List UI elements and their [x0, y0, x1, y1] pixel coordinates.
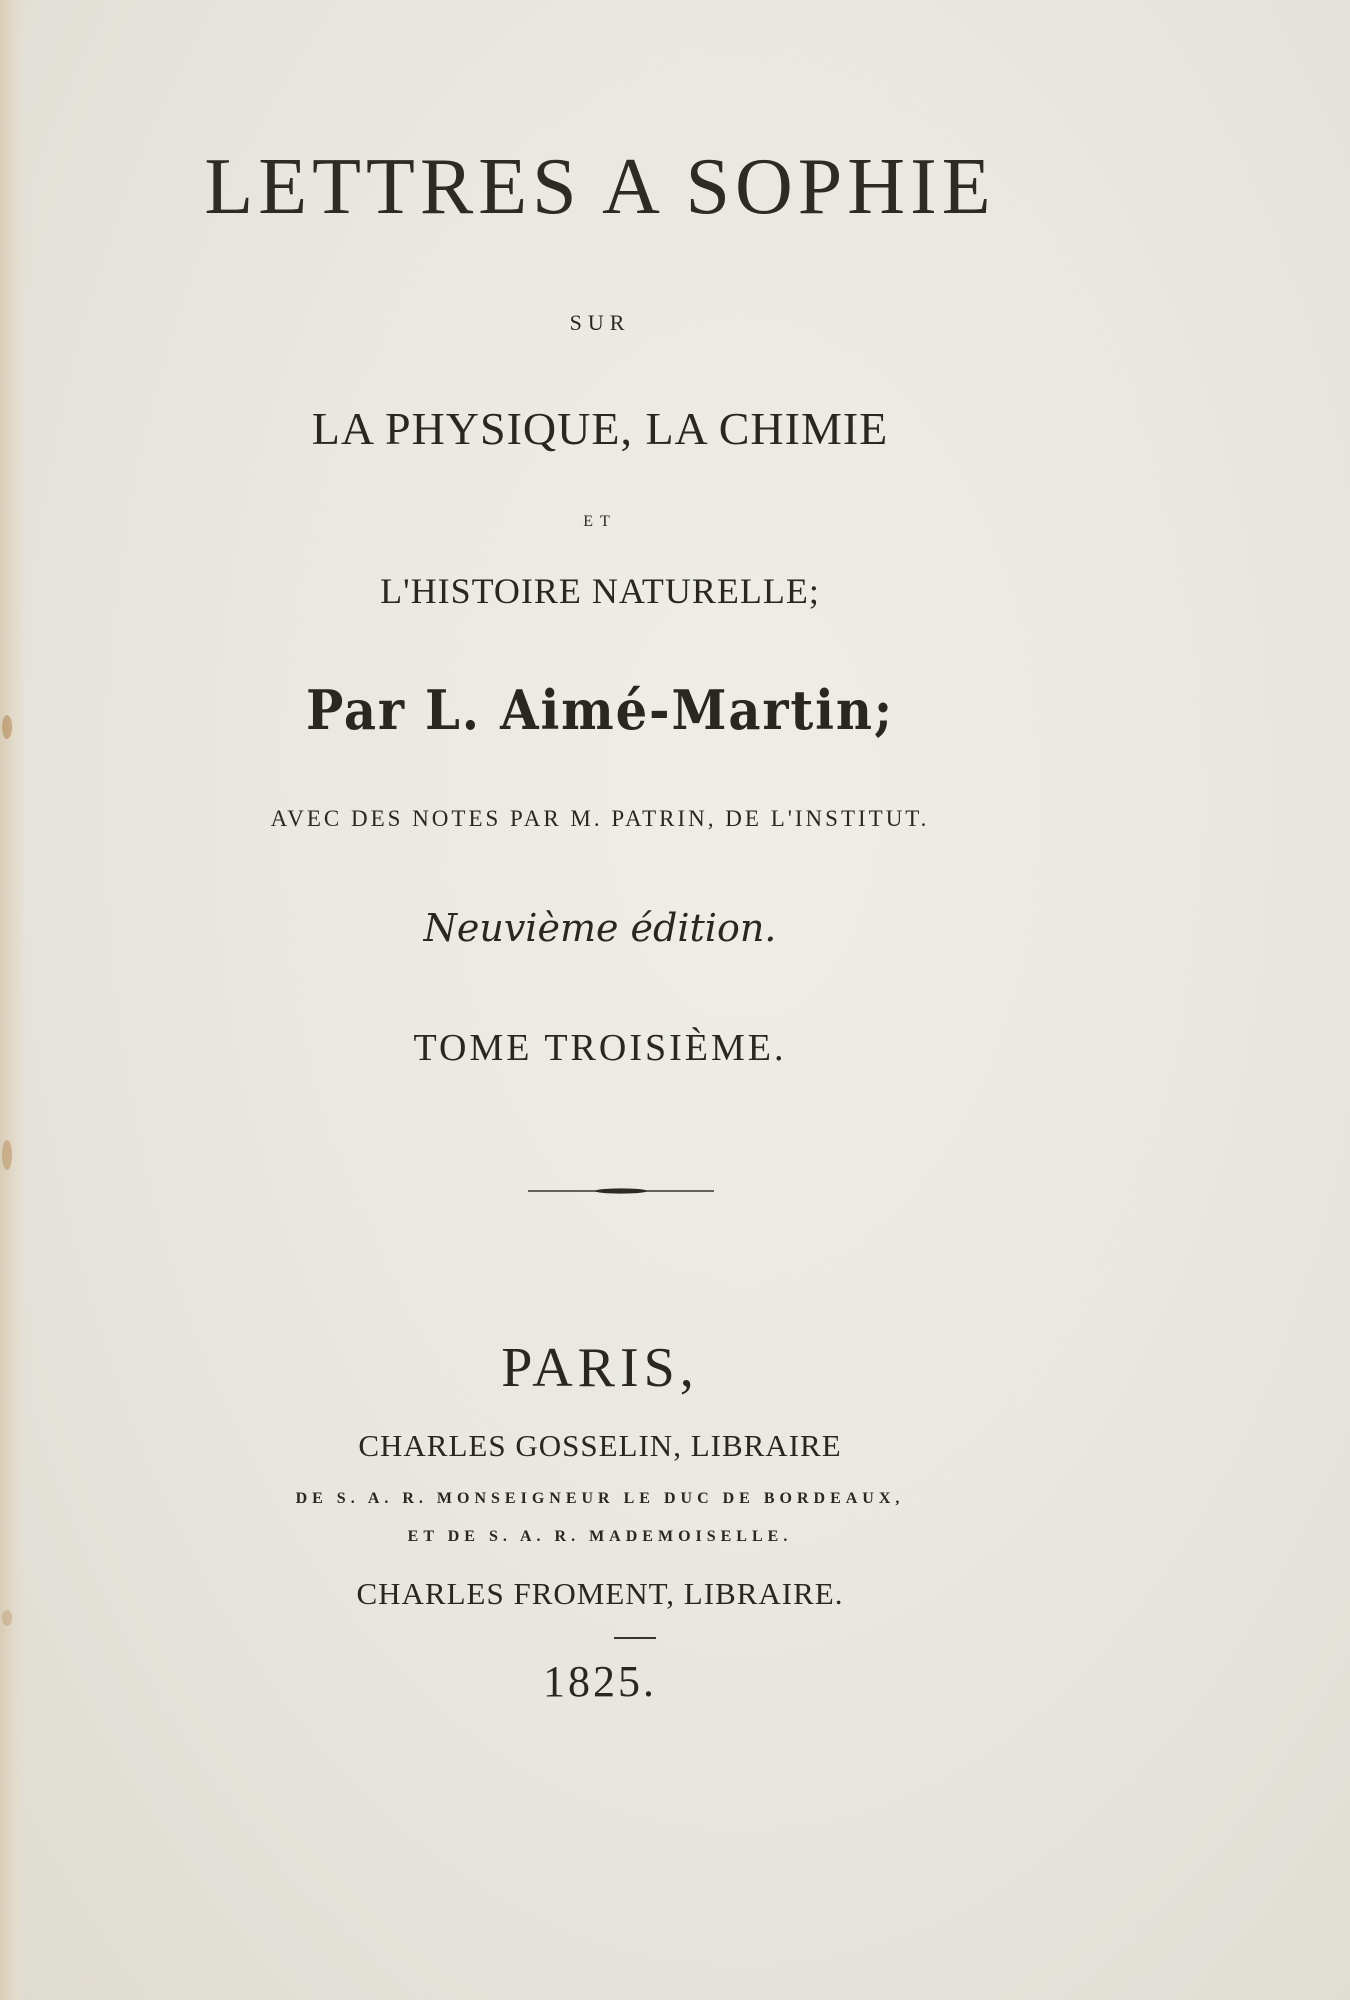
- edition-line: Neuvième édition.: [423, 906, 777, 950]
- patronage-line-1: DE S. A. R. MONSEIGNEUR LE DUC DE BORDEAUX,: [295, 1490, 905, 1507]
- author-line: Par L. Aimé-Martin;: [305, 678, 895, 742]
- notes-credit: AVEC DES NOTES PAR M. PATRIN, DE L'INSTITUT.: [270, 806, 930, 831]
- foxing-stain: [2, 715, 12, 739]
- foxing-stain: [2, 1610, 12, 1626]
- book-title: LETTRES A SOPHIE: [204, 143, 996, 231]
- publication-year: 1825.: [543, 1657, 657, 1706]
- imprint-city: PARIS,: [501, 1337, 699, 1399]
- short-divider: [614, 1637, 656, 1639]
- title-connector-sur: SUR: [569, 310, 631, 335]
- subject-line-2: L'HISTOIRE NATURELLE;: [380, 571, 820, 611]
- foxing-stain: [2, 1140, 12, 1170]
- ornamental-rule: [528, 1188, 714, 1194]
- publisher-froment: CHARLES FROMENT, LIBRAIRE.: [356, 1576, 844, 1611]
- patronage-line-2: ET DE S. A. R. MADEMOISELLE.: [407, 1528, 793, 1545]
- publisher-gosselin: CHARLES GOSSELIN, LIBRAIRE: [358, 1428, 842, 1463]
- volume-line: TOME TROISIÈME.: [413, 1027, 787, 1069]
- title-connector-et: ET: [583, 513, 617, 530]
- subject-line-1: LA PHYSIQUE, LA CHIMIE: [311, 403, 889, 454]
